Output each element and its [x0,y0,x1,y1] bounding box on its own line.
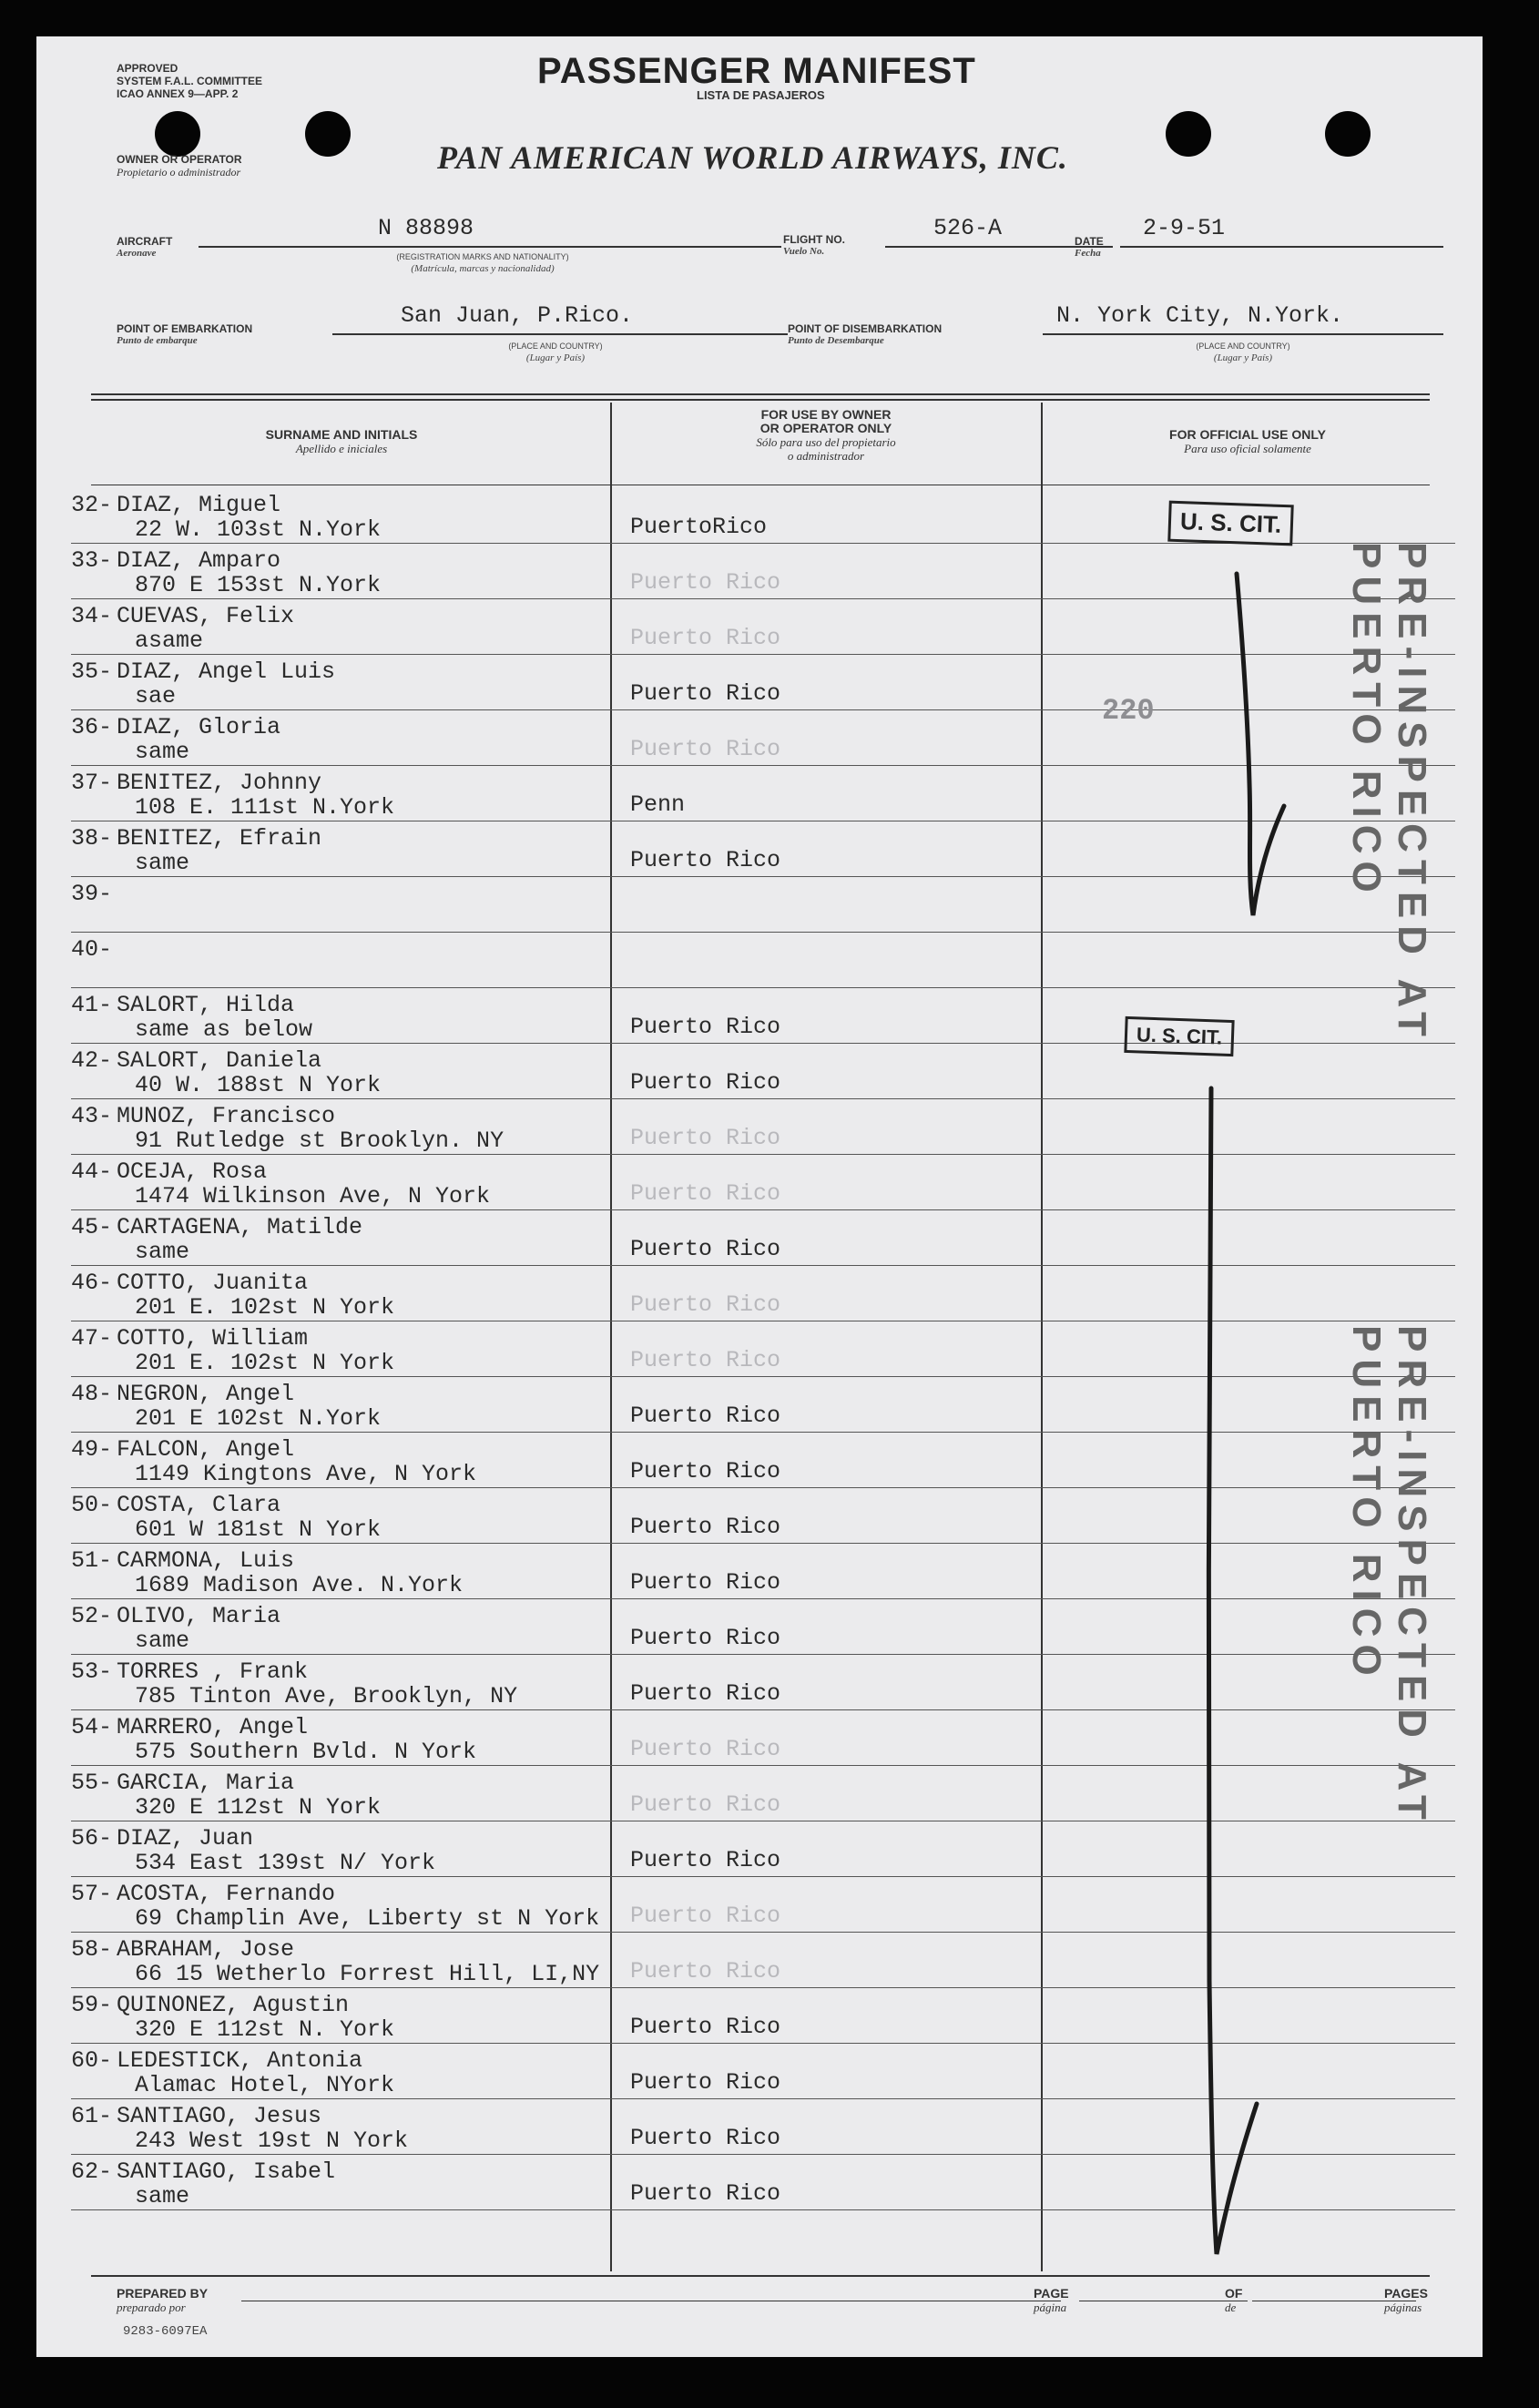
passenger-origin: Penn [630,791,686,818]
approval-block [117,62,335,100]
punch-hole [155,111,200,157]
aircraft-value: N 88898 [378,215,474,241]
passenger-name: CUEVAS, Felix [117,603,295,629]
passenger-origin: Puerto Rico [630,2180,781,2207]
passenger-origin: Puerto Rico [630,1958,781,1985]
passenger-origin: Puerto Rico [630,736,781,762]
pre-inspected-stamp: PRE-INSPECTED AT PUERTO RICO [1344,1325,1434,1827]
passenger-address: 22 W. 103st N.York [135,516,382,543]
passenger-address: 91 Rutledge st Brooklyn. NY [135,1127,505,1154]
page-title: PASSENGER MANIFEST [537,51,976,91]
passenger-address: 601 W 181st N York [135,1516,382,1543]
passenger-name: DIAZ, Amparo [117,547,281,574]
passenger-address: Alamac Hotel, NYork [135,2072,395,2098]
passenger-origin: Puerto Rico [630,625,781,651]
aircraft-label: AIRCRAFT Aeronave [117,235,173,259]
passenger-origin: Puerto Rico [630,1403,781,1429]
column-header-surname: SURNAME AND INITIALS Apellido e iniciales [265,427,418,455]
official-note: 220 [1102,694,1155,728]
passenger-number: 33- [71,547,113,574]
column-header-official: FOR OFFICIAL USE ONLY Para uso oficial solamente [1169,427,1326,455]
passenger-name: SANTIAGO, Jesus [117,2103,322,2129]
table-row [36,988,1483,1044]
passenger-origin: Puerto Rico [630,2125,781,2151]
aircraft-note: (REGISTRATION MARKS AND NATIONALITY) (Matrícula, marcas y nacionalidad) [396,252,569,274]
passenger-address: 201 E. 102st N York [135,1294,395,1321]
passenger-name: ABRAHAM, Jose [117,1936,295,1963]
passenger-name: GARCIA, Maria [117,1770,295,1796]
passenger-address: 870 E 153st N.York [135,572,382,598]
passenger-number: 44- [71,1158,113,1185]
embark-place-note: (PLACE AND COUNTRY) (Lugar y País) [508,342,603,363]
pre-inspected-stamp: PRE-INSPECTED AT PUERTO RICO [1344,542,1434,1044]
passenger-name: DIAZ, Juan [117,1825,254,1852]
date-value: 2-9-51 [1143,215,1226,241]
passenger-number: 41- [71,992,113,1018]
passenger-origin: Puerto Rico [630,847,781,873]
passenger-address: 243 West 19st N York [135,2127,409,2154]
passenger-origin: Puerto Rico [630,1125,781,1151]
passenger-address: 69 Champlin Ave, Liberty st N York [135,1905,600,1932]
passenger-name: COSTA, Clara [117,1492,281,1518]
passenger-name: FALCON, Angel [117,1436,295,1463]
passenger-address: same [135,1239,190,1265]
passenger-origin: Puerto Rico [630,1625,781,1651]
passenger-number: 62- [71,2158,113,2185]
passenger-origin: Puerto Rico [630,1236,781,1262]
passenger-address: same as below [135,1016,313,1043]
us-citizen-stamp: U. S. CIT. [1124,1016,1234,1056]
passenger-name: LEDESTICK, Antonia [117,2047,363,2074]
embark-label: POINT OF EMBARKATION Punto de embarque [117,322,253,346]
passenger-name: DIAZ, Angel Luis [117,658,336,685]
passenger-number: 45- [71,1214,113,1240]
passenger-origin: Puerto Rico [630,1903,781,1929]
passenger-number: 35- [71,658,113,685]
passenger-number: 39- [71,881,113,907]
passenger-origin: Puerto Rico [630,2069,781,2096]
pages-label: PAGES páginas [1384,2286,1428,2314]
passenger-address: sae [135,683,177,709]
owner-value: PAN AMERICAN WORLD AIRWAYS, INC. [437,139,1068,176]
passenger-address: 320 E 112st N York [135,1794,382,1821]
passenger-number: 43- [71,1103,113,1129]
passenger-number: 37- [71,770,113,796]
passenger-number: 48- [71,1381,113,1407]
passenger-address: asame [135,628,204,654]
page-title-es: LISTA DE PASAJEROS [697,88,825,102]
table-row [36,933,1483,988]
passenger-address: same [135,739,190,765]
owner-label: OWNER OR OPERATOR Propietario o administrador [117,153,242,179]
passenger-address: 575 Southern Bvld. N York [135,1739,477,1765]
form-number: 9283-6097EA [123,2324,208,2339]
passenger-number: 34- [71,603,113,629]
passenger-name: OCEJA, Rosa [117,1158,268,1185]
passenger-number: 53- [71,1658,113,1685]
passenger-origin: Puerto Rico [630,1569,781,1596]
passenger-name: COTTO, William [117,1325,309,1352]
passenger-origin: Puerto Rico [630,680,781,707]
passenger-number: 36- [71,714,113,740]
passenger-number: 42- [71,1047,113,1074]
column-header-owner-use: FOR USE BY OWNER OR OPERATOR ONLY Sólo para uso del propietario o administrador [756,407,896,463]
passenger-address: 1689 Madison Ave. N.York [135,1572,464,1598]
passenger-number: 50- [71,1492,113,1518]
passenger-name: SALORT, Hilda [117,992,295,1018]
passenger-number: 60- [71,2047,113,2074]
of-label: OF de [1225,2286,1243,2314]
passenger-address: 201 E. 102st N York [135,1350,395,1376]
passenger-address: 108 E. 111st N.York [135,794,395,821]
passenger-name: NEGRON, Angel [117,1381,295,1407]
passenger-number: 54- [71,1714,113,1740]
disembark-label: POINT OF DISEMBARKATION Punto de Desembarque [788,322,943,346]
punch-hole [1166,111,1211,157]
passenger-address: 320 E 112st N. York [135,2016,395,2043]
passenger-address: 201 E 102st N.York [135,1405,382,1432]
passenger-number: 59- [71,1992,113,2018]
passenger-name: MARRERO, Angel [117,1714,309,1740]
passenger-number: 49- [71,1436,113,1463]
passenger-number: 52- [71,1603,113,1629]
check-mark-icon [1175,556,1302,938]
passenger-number: 38- [71,825,113,852]
passenger-number: 55- [71,1770,113,1796]
embark-value: San Juan, P.Rico. [401,302,634,329]
flight-value: 526-A [933,215,1003,241]
passenger-origin: Puerto Rico [630,1680,781,1707]
passenger-name: SANTIAGO, Isabel [117,2158,336,2185]
passenger-name: MUNOZ, Francisco [117,1103,336,1129]
passenger-name: DIAZ, Gloria [117,714,281,740]
passenger-number: 58- [71,1936,113,1963]
passenger-address: 1474 Wilkinson Ave, N York [135,1183,491,1209]
passenger-address: 66 15 Wetherlo Forrest Hill, LI,NY [135,1961,600,1987]
passenger-name: QUINONEZ, Agustin [117,1992,350,2018]
passenger-origin: Puerto Rico [630,569,781,596]
disembark-place-note: (PLACE AND COUNTRY) (Lugar y País) [1196,342,1290,363]
passenger-origin: Puerto Rico [630,1291,781,1318]
passenger-number: 40- [71,936,113,963]
passenger-address: same [135,2183,190,2209]
passenger-address: same [135,850,190,876]
prepared-by-label: PREPARED BY preparado por [117,2286,209,2314]
passenger-origin: Puerto Rico [630,2014,781,2040]
passenger-address: same [135,1627,190,1654]
passenger-origin: Puerto Rico [630,1847,781,1873]
flight-label: FLIGHT NO. Vuelo No. [783,233,845,257]
passenger-origin: Puerto Rico [630,1014,781,1040]
check-mark-icon [1157,1070,1284,2281]
passenger-origin: Puerto Rico [630,1069,781,1096]
punch-hole [305,111,351,157]
passenger-address: 534 East 139st N/ York [135,1850,436,1876]
passenger-number: 56- [71,1825,113,1852]
passenger-name: COTTO, Juanita [117,1270,309,1296]
page-label: PAGE página [1034,2286,1069,2314]
passenger-number: 47- [71,1325,113,1352]
passenger-origin: Puerto Rico [630,1458,781,1485]
passenger-address: 40 W. 188st N York [135,1072,382,1098]
punch-hole [1325,111,1371,157]
passenger-origin: Puerto Rico [630,1514,781,1540]
passenger-origin: PuertoRico [630,514,768,540]
approval-line: APPROVED [117,62,178,75]
approval-line: SYSTEM F.A.L. COMMITTEE [117,75,263,87]
passenger-name: CARTAGENA, Matilde [117,1214,363,1240]
passenger-number: 51- [71,1547,113,1574]
passenger-number: 57- [71,1881,113,1907]
disembark-value: N. York City, N.York. [1056,302,1344,329]
passenger-number: 61- [71,2103,113,2129]
passenger-name: DIAZ, Miguel [117,492,281,518]
passenger-number: 46- [71,1270,113,1296]
passenger-name: BENITEZ, Johnny [117,770,322,796]
passenger-origin: Puerto Rico [630,1791,781,1818]
passenger-name: SALORT, Daniela [117,1047,322,1074]
manifest-page [36,36,1483,2357]
passenger-name: OLIVO, Maria [117,1603,281,1629]
passenger-origin: Puerto Rico [630,1736,781,1762]
date-label: DATE Fecha [1075,235,1104,259]
passenger-name: CARMONA, Luis [117,1547,295,1574]
passenger-name: BENITEZ, Efrain [117,825,322,852]
passenger-address: 1149 Kingtons Ave, N York [135,1461,477,1487]
us-citizen-stamp: U. S. CIT. [1167,501,1294,546]
passenger-number: 32- [71,492,113,518]
passenger-address: 785 Tinton Ave, Brooklyn, NY [135,1683,518,1709]
passenger-origin: Puerto Rico [630,1180,781,1207]
passenger-origin: Puerto Rico [630,1347,781,1373]
passenger-name: ACOSTA, Fernando [117,1881,336,1907]
approval-line: ICAO ANNEX 9—APP. 2 [117,87,239,100]
passenger-name: TORRES , Frank [117,1658,309,1685]
